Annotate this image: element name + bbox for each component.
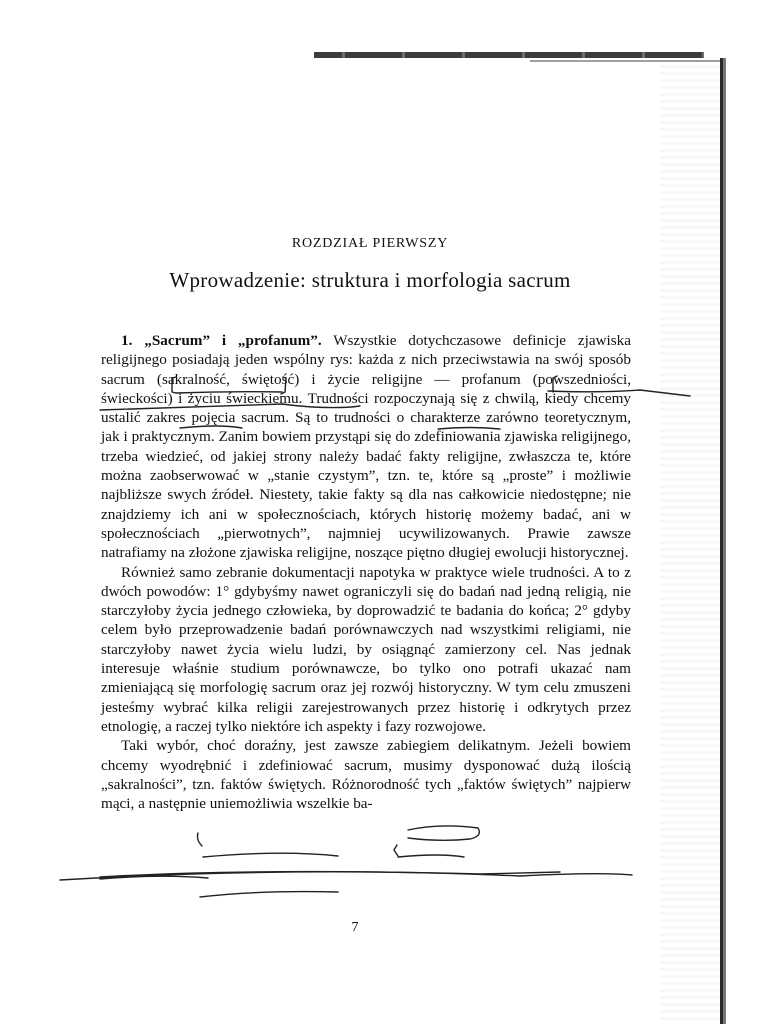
body-text xyxy=(101,331,631,813)
underline-mark xyxy=(200,892,338,897)
circle-mark xyxy=(408,826,479,840)
paragraph-1 xyxy=(101,331,631,563)
chapter-title: Wprowadzenie: struktura i morfologia sacrum xyxy=(169,268,571,292)
scan-edge-line xyxy=(314,52,704,58)
paragraph-2: Również samo zebranie dokumentacji napotyka w praktyce wiele trudności. A to z dwóch powodów: 1° gdybyśmy nawet ograniczyli się do badań nad jedną religią, nie starczyłoby życia jednego człowieka, by doprowadzić te badania do końca; 2° gdyby celem było przeprowadzenie badań porównawczych nad wszystkimi religiami, nie starczyłoby nawet życia wielu ludzi, by osiągnąć zamierzony cel. Nas jednak interesuje właśnie studium porównawcze, bo tylko ono potrafi ukazać nam zmieniającą się morfologię sacrum oraz jej rozwój historyczny. W tym celu zmuszeni jesteśmy wybrać kilka religii zarejestrowanych przez historię i odkrytych przez etnologię, a raczej tylko niektóre ich aspekty i fazy rozwojowe. xyxy=(101,563,631,735)
underline-mark xyxy=(100,872,560,877)
section-heading: 1. „Sacrum” i „profanum”. xyxy=(121,332,322,349)
chapter-label: ROZDZIAŁ PIERWSZY xyxy=(291,236,449,251)
page-edge-line xyxy=(720,58,726,1024)
paragraph-3: Taki wybór, choć doraźny, jest zawsze zabiegiem delikatnym. Jeżeli bowiem chcemy wyodrębnić i zdefiniować sacrum, musimy dysponować dużą ilością „sakralności”, tzn. faktów świętych. Różnorodność tych „faktów świętych” najpierw mąci, a następnie uniemożliwia wszelkie ba- xyxy=(101,737,631,813)
underline-mark xyxy=(100,876,208,879)
paragraph-1-text: Wszystkie dotychczasowe definicje zjawiska religijnego posiadają jeden wspólny rys: każda z nich przeciwstawia na swój sposób sacrum (sakralność, świętość) i życie religijne — profanum (powszedniości, świeckości) i życiu świeckiemu. Trudności rozpoczynają się z chwilą, kiedy chcemy ustalić zakres pojęcia sacrum. Są to trudności o charakterze zarówno teoretycznym, jak i praktycznym. Zanim bowiem przystąpi się do zdefiniowania zjawiska religijnego, trzeba wiedzieć, od jakiej strony należy badać fakty religijne, zwłaszcza te, które można zaobserwować w „stanie czystym”, tzn. te, które są „proste” i możliwie najbliższe swych źródeł. Niestety, takie fakty są dla nas całkowicie niedostępne; nie znajdziemy ich ani w społecznościach, których historię możemy badać, ani w społecznościach „pierwotnych”, najmniej ucywilizowanych. Prawie zawsze natrafiamy na złożone zjawiska religijne, noszące piętno długiej ewolucji historycznej. xyxy=(101,332,631,562)
circle-mark xyxy=(198,833,203,846)
scan-shadow xyxy=(660,60,720,1020)
underline-mark xyxy=(60,872,632,880)
underline-mark xyxy=(203,853,338,857)
bracket-mark xyxy=(394,845,398,856)
underline-mark xyxy=(398,855,464,857)
page-number: 7 xyxy=(351,920,359,935)
